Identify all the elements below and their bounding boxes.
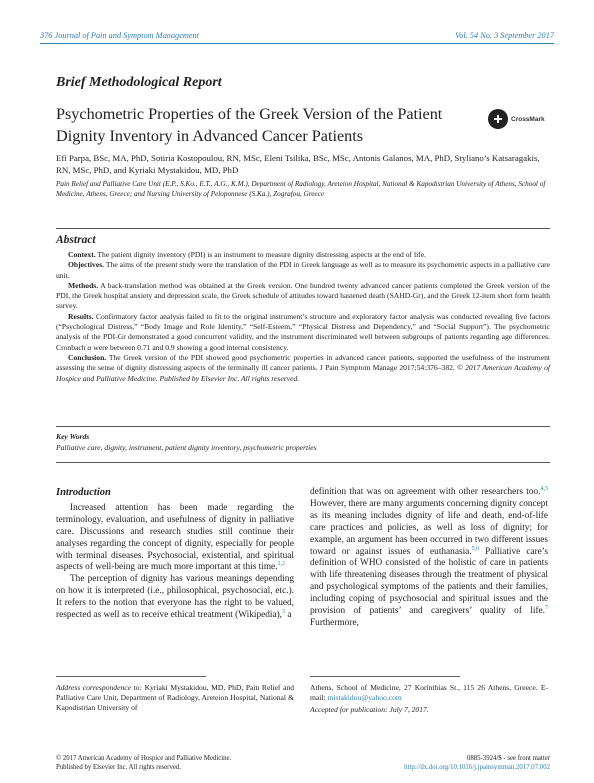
correspondence-address-right: Athens, School of Medicine, 27 Korinthias St., 115 26 Athens, Greece. E-mail:: [310, 683, 548, 702]
running-head-issue: Vol. 54 No. 3 September 2017: [455, 31, 554, 40]
abstract-body: [56, 250, 550, 384]
correspondence-left: [56, 683, 294, 713]
footer-copyright: [56, 754, 296, 772]
abstract-conclusion: [56, 353, 550, 384]
results-text: Confirmatory factor analysis failed to fit to the original instrument’s structure and exploratory factor analysis was conducted revealing five factors (“Psychological Distress,” “Body Image and Role Identity,” “Self-Esteem,” “Physical Distress and Dependency,” and “Social Support”). The psychometric analysis of the PDI-Gr demonstrated a good concurrent validity, and the instrument discriminated well between subgroups of patients regarding age differences. Cronbach α were between 0.71 and 0.9 showing a good internal consistency.: [56, 311, 550, 352]
intro-r1c-text: Palliative care’s definition of WHO consisted of the holistic of care in patients with life threatening diseases through the treatment of physical and psychological symptoms of the patients and their families, including coping of psychosocial and spiritual issues and the provision of patients’ and caregivers’ quality of life.: [310, 546, 549, 617]
footer-issn: 0885-3924/$ - see front matter: [466, 755, 550, 762]
objectives-label: Objectives.: [68, 260, 105, 270]
footnote-rule-left: [56, 676, 206, 677]
conclusion-text: The Greek version of the PDI showed good psychometric properties in advanced cancer patients, supported the usefulness of the instrument assessing the sense of dignity distressing aspects of the terminally ill cancer patients.: [56, 352, 550, 373]
methods-label: Methods.: [68, 280, 99, 290]
correspondence-right: [310, 683, 548, 715]
crossmark-label: CrossMark: [511, 115, 545, 123]
abstract-methods: [56, 281, 550, 312]
ref-link[interactable]: 5,6: [471, 545, 480, 552]
results-label: Results.: [68, 311, 94, 321]
intro-r1d-text: Furthermore,: [310, 617, 359, 628]
abstract-top-rule: [56, 228, 550, 229]
crossmark-icon: [488, 109, 508, 129]
affiliations: Pain Relief and Palliative Care Unit (E.P., S.Ko., E.T., A.G., K.M.), Department of Radiology, Areteion Hospital, National & Kapodistrian University of Athens, School of Medicine, Athens, Greece; and Nursing University of Peloponnese (S.Ka.), Zografou, Greece: [56, 180, 546, 198]
abstract-copyright: © 2017 American Academy of Hospice and Palliative Medicine. Published by Elsevier Inc. All rights reserved.: [56, 363, 550, 383]
body-column-right: [310, 487, 548, 630]
correspondence-address-left: Kyriaki Mystakidou, MD, PhD, Pain Relief and Palliative Care Unit, Department of Radiology, Areteion Hospital, National & Kapodistrian University of: [56, 683, 295, 712]
intro-heading: Introduction: [56, 487, 111, 498]
running-head: [40, 26, 554, 44]
keywords-top-rule: [56, 426, 550, 427]
correspondence-label: Address correspondence to:: [56, 683, 142, 692]
conclusion-label: Conclusion.: [68, 352, 107, 362]
objectives-text: The aims of the present study were the translation of the PDI in Greek language as well as to measure its psychometric aspects in a palliative care unit.: [56, 260, 550, 280]
keywords-bottom-rule: [56, 462, 550, 463]
abstract-objectives: [56, 260, 550, 281]
footnote-rule-right: [310, 676, 460, 677]
intro-paragraph-2: [56, 574, 294, 622]
intro-p2-text: The perception of dignity has various meanings depending on how it is interpreted (i.e., philosophical, psychosocial, etc.). It refers to the notion that everyone has the right to be valued, respected as well as to receive ethical treatment (Wikipedia),: [56, 574, 294, 621]
crossmark-badge[interactable]: [488, 107, 548, 131]
ref-link[interactable]: 3: [282, 608, 285, 615]
doi-link[interactable]: http://dx.doi.org/10.1016/j.jpainsymman.2017.07.002: [404, 764, 550, 771]
context-label: Context.: [68, 250, 96, 259]
intro-p1-text: Increased attention has been made regarding the terminology, evaluation, and usefulness of dignity in palliative care. Discussions and research studies still continue their analyses regarding the concept of dignity, especially for people with terminal diseases. Psychosocial, existential, and spiritual aspects of well-being are much more important at this time.: [56, 502, 294, 573]
abstract-context: [56, 250, 550, 260]
methods-text: A back-translation method was obtained at the Greek version. One hundred twenty advanced cancer patients completed the Greek version of the PDI, the Greek hospital anxiety and depression scale, the Greek schedule of attitudes toward hastened death (SAHD-Gr), and the Greek 12-item short form health survey.: [56, 280, 550, 311]
intro-paragraph-1: [56, 503, 294, 574]
email-link[interactable]: mistakidou@yahoo.com: [327, 693, 402, 702]
author-list: Efi Parpa, BSc, MA, PhD, Sotiria Kostopoulou, RN, MSc, Eleni Tsilika, BSc, MSc, Antonis Galanos, MA, PhD, Styliano’s Katsaragakis, RN, MSc, PhD, and Kyriaki Mystakidou, MD, PhD: [56, 153, 540, 175]
article-title: Psychometric Properties of the Greek Version of the Patient Dignity Inventory in Advanced Cancer Patients: [56, 105, 443, 145]
footer-copyright-line2: Published by Elsevier Inc. All rights reserved.: [56, 764, 181, 771]
ref-link[interactable]: 4,5: [540, 485, 548, 492]
citation: J Pain Symptom Manage 2017;54:376–382.: [319, 363, 455, 373]
abstract-heading: Abstract: [56, 234, 96, 246]
footer-copyright-line1: © 2017 American Academy of Hospice and Palliative Medicine.: [56, 755, 232, 762]
keywords-heading: Key Words: [56, 432, 90, 441]
abstract-results: [56, 312, 550, 353]
ref-link[interactable]: 7: [545, 604, 548, 611]
ref-link[interactable]: 1,2: [277, 561, 286, 568]
intro-r1b-text: However, there are many arguments concerning dignity concept as its meaning includes dignity of life and death, end-of-life care practices and policies, as well as loss of dignity; for example, an argument has been occurred in two different issues toward or against issues of euthanasia.: [310, 498, 548, 557]
running-head-journal: 376 Journal of Pain and Symptom Management: [40, 31, 200, 40]
accepted-date: Accepted for publication: July 7, 2017.: [310, 705, 429, 714]
section-label: Brief Methodological Report: [56, 75, 222, 90]
keywords-text: Palliative care, dignity, instrument, patient dignity inventory, psychometric properties: [56, 443, 317, 452]
context-text: The patient dignity inventory (PDI) is an instrument to measure dignity distressing aspects at the end of life.: [97, 250, 426, 259]
intro-p2-tail: a: [287, 610, 292, 621]
intro-r1-text: definition that was on agreement with other researchers too.: [310, 487, 541, 497]
body-column-left: [56, 487, 294, 622]
intro-paragraph-3: [310, 487, 548, 630]
footer-identifiers: [370, 754, 550, 772]
